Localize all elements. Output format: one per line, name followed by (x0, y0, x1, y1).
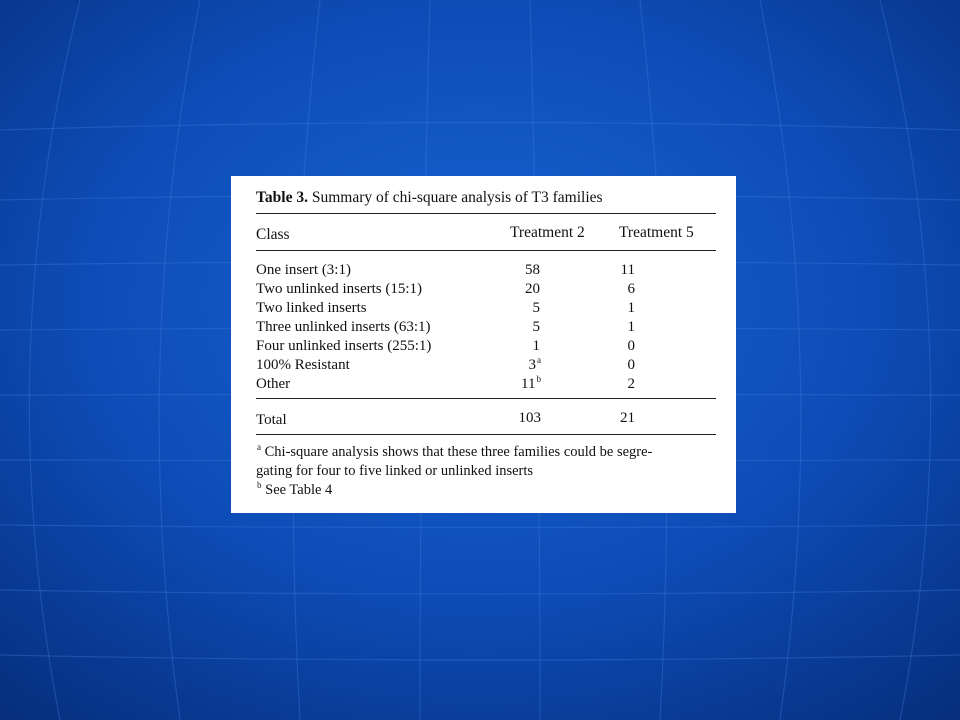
row-class: Two unlinked inserts (15:1) (256, 281, 423, 297)
footnote-b: $^b$ See Table 4 (257, 480, 333, 498)
row-class: One insert (3:1) (256, 262, 351, 278)
footnote-mark: b (257, 480, 262, 490)
row-class: Two linked inserts (256, 300, 367, 316)
row-treatment-5: 0 (627, 338, 635, 354)
footnote-a-continued: gating for four to five linked or unlinked inserts (256, 463, 534, 479)
row-treatment-2: 1 (532, 338, 540, 354)
row-class: Other (256, 376, 291, 392)
footnote-a: $^a$ Chi-square analysis shows that these three families could be segre- (257, 442, 653, 460)
total-label: Total (256, 412, 287, 428)
row-treatment-2: 58 (525, 262, 540, 278)
header-rule (256, 250, 716, 251)
total-rule (256, 398, 716, 399)
row-treatment-5: 6 (627, 281, 635, 297)
header-class: Class (256, 226, 290, 243)
row-treatment-5: 0 (627, 357, 635, 373)
row-treatment-5: 1 (627, 300, 635, 316)
row-treatment-2: 11$^b$ (521, 374, 541, 392)
total-treatment-2: 103 (518, 410, 541, 426)
table-caption-text: Summary of chi-square analysis of T3 families (311, 189, 603, 206)
row-treatment-5: 1 (627, 319, 635, 335)
row-treatment-5: 2 (627, 376, 635, 392)
top-rule (256, 213, 716, 214)
row-treatment-2: 20 (525, 281, 540, 297)
row-class: Four unlinked inserts (255:1) (256, 338, 432, 354)
row-class: Three unlinked inserts (63:1) (256, 319, 431, 335)
row-treatment-2: 5 (532, 300, 540, 316)
footnote-marker: a (537, 355, 541, 365)
footnote-mark: a (257, 442, 261, 452)
total-treatment-5: 21 (620, 410, 635, 426)
row-class: 100% Resistant (256, 357, 350, 373)
header-treatment-5: Treatment 5 (619, 224, 694, 241)
footnote-marker: b (536, 374, 541, 384)
row-treatment-2: 5 (532, 319, 540, 335)
row-treatment-2: 3$^a$ (528, 355, 541, 373)
table-caption (256, 189, 603, 207)
table-caption-label: Table 3. (256, 189, 308, 206)
header-treatment-2: Treatment 2 (510, 224, 585, 241)
table-figure (231, 176, 736, 513)
bottom-rule (256, 434, 716, 435)
row-treatment-5: 11 (620, 262, 635, 278)
